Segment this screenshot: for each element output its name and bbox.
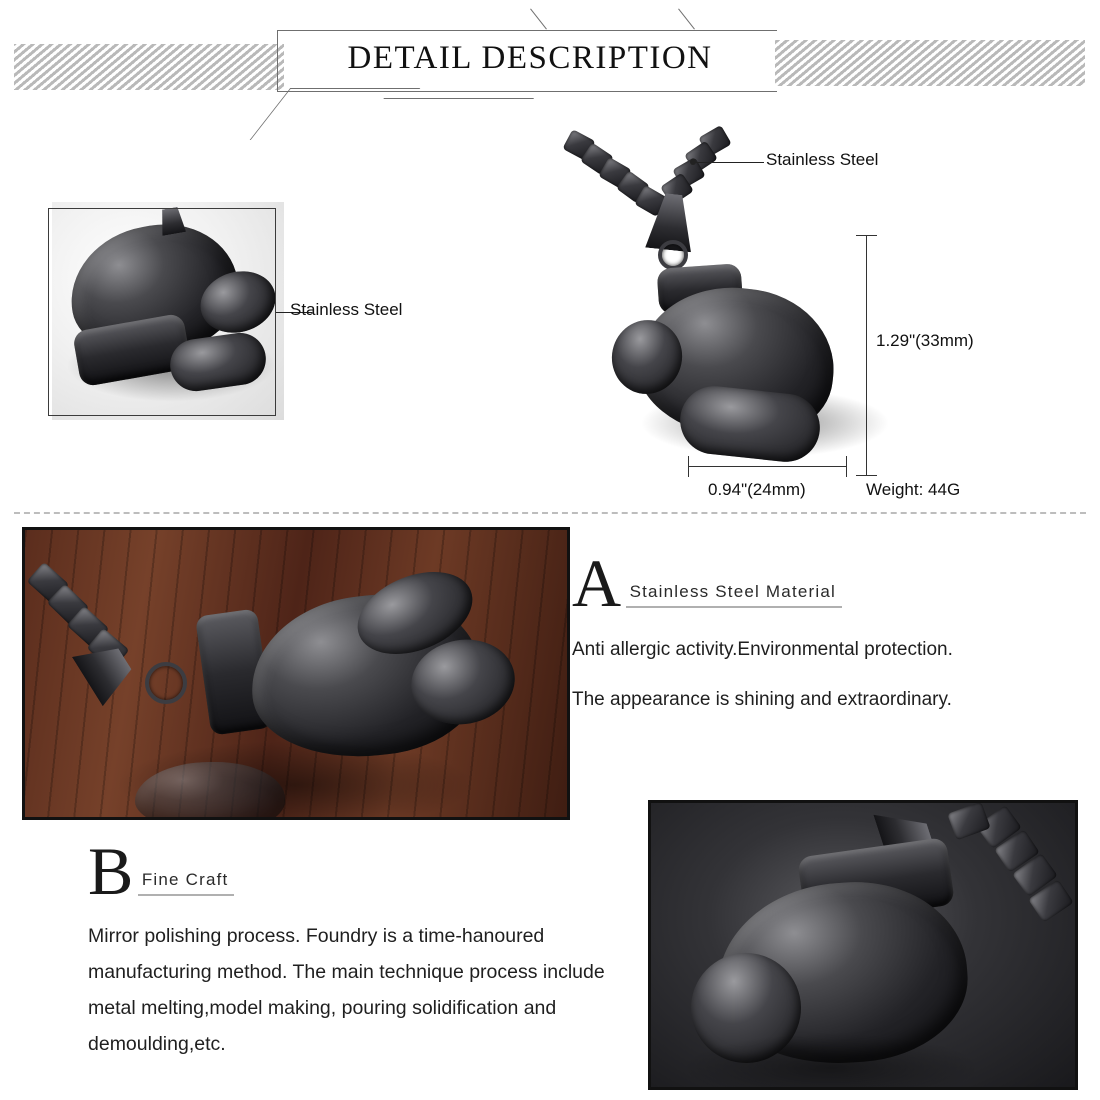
feature-block-stainless-steel	[572, 545, 1042, 713]
feature-a-heading: Stainless Steel Material	[626, 582, 842, 608]
feature-a-line-1: Anti allergic activity.Environmental protection.	[572, 639, 953, 660]
feature-b-paragraph: Mirror polishing process. Foundry is a time-hanoured manufacturing method. The main technique process include metal melting,model making, pouring solidification and demoulding,etc.	[88, 925, 605, 1056]
feature-b-heading: Fine Craft	[138, 870, 235, 896]
section-divider	[14, 512, 1086, 514]
page-title: DETAIL DESCRIPTION	[347, 40, 713, 76]
pendant-jump-ring	[145, 662, 187, 704]
width-dimension-cap-left	[688, 456, 689, 477]
product-overview-section	[0, 150, 1100, 510]
header-diagonal-2	[356, 98, 534, 134]
weight-label: Weight: 44G	[866, 480, 961, 499]
header-stripe-right	[775, 40, 1085, 86]
lifestyle-photo-wood	[22, 527, 570, 820]
feature-block-fine-craft	[88, 833, 648, 1062]
right-product-image	[530, 110, 930, 510]
header-tick-2	[678, 8, 695, 29]
header-stripe-left	[14, 44, 284, 90]
width-dimension-line	[688, 466, 846, 467]
lifestyle-photo-dark	[648, 800, 1078, 1090]
width-dimension-label: 0.94"(24mm)	[708, 480, 806, 499]
feature-a-dropcap: A	[572, 545, 622, 621]
feature-a-line-2: The appearance is shining and extraordinary.	[572, 688, 952, 710]
header-tick-1	[530, 8, 547, 29]
feature-b-dropcap: B	[88, 833, 134, 909]
height-dimension-cap-bottom	[856, 475, 877, 476]
width-dimension-cap-right	[846, 456, 847, 477]
pendant-jump-ring	[658, 240, 688, 270]
right-callout-line	[694, 162, 764, 163]
height-dimension-line	[866, 235, 867, 475]
left-material-label: Stainless Steel	[290, 300, 403, 319]
height-dimension-cap-top	[856, 235, 877, 236]
left-image-frame	[48, 208, 276, 416]
right-material-label: Stainless Steel	[766, 150, 879, 169]
height-dimension-label: 1.29"(33mm)	[876, 331, 974, 350]
